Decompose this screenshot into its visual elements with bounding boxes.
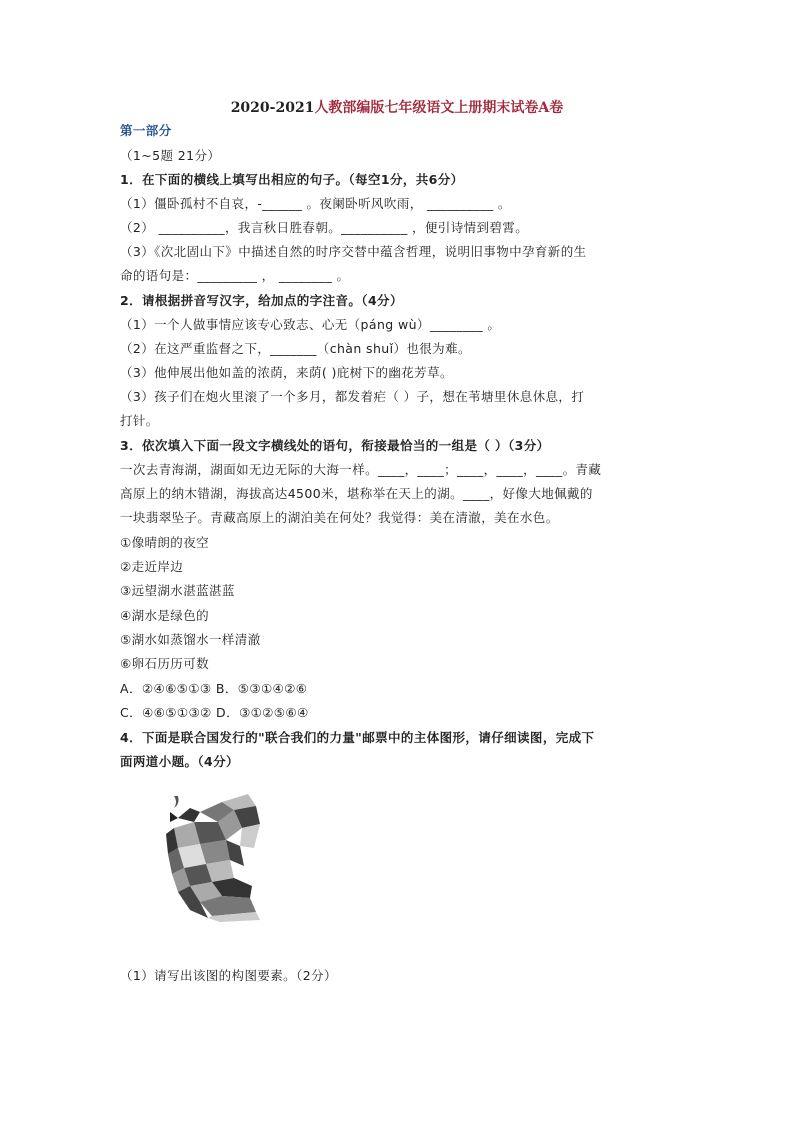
question-2-item-4-cont: 打针。 bbox=[120, 413, 159, 428]
question-3-passage-2: 高原上的纳木错湖，海拔高达4500米，堪称举在天上的湖。____，好像大地佩戴的 bbox=[120, 486, 593, 501]
answer-choices-cd: C．④⑥⑤①③② D．③①②⑤⑥④ bbox=[120, 705, 309, 720]
question-4-sub-1: （1）请写出该图的构图要素。（2分） bbox=[120, 968, 337, 983]
option-sentence-6: ⑥卵石历历可数 bbox=[120, 656, 210, 671]
option-sentence-5: ⑤湖水如蒸馏水一样清澈 bbox=[120, 632, 261, 647]
option-sentence-4: ④湖水是绿色的 bbox=[120, 608, 210, 623]
question-4-heading: 4．下面是联合国发行的"联合我们的力量"邮票中的主体图形，请仔细读图，完成下 bbox=[120, 730, 595, 745]
part-heading: 第一部分 bbox=[120, 123, 172, 138]
page-title bbox=[0, 97, 794, 117]
option-sentence-1: ①像晴朗的夜空 bbox=[120, 535, 210, 550]
option-sentence-2: ②走近岸边 bbox=[120, 559, 184, 574]
section-score-note: （1~5题 21分） bbox=[120, 148, 221, 163]
title-main: 人教部编版七年级语文上册期末试卷A卷 bbox=[314, 100, 564, 116]
question-2-item-2: （2）在这严重监督之下，_______（chàn shuǐ）也很为难。 bbox=[120, 341, 471, 356]
question-2-item-4: （3）孩子们在炮火里滚了一个多月，都发着疟（ ）子，想在苇塘里休息休息，打 bbox=[120, 389, 585, 404]
question-1-item-1: （1）僵卧孤村不自哀，-______ 。夜阑卧听风吹雨， __________ 。 bbox=[120, 196, 511, 211]
question-1-item-3: （3）《次北固山下》中描述自然的时序交替中蕴含哲理，说明旧事物中孕育新的生 bbox=[120, 244, 587, 259]
question-1-item-3-cont: 命的语句是：_________ ， ________ 。 bbox=[120, 268, 350, 283]
question-2-item-1: （1）一个人做事情应该专心致志、心无（páng wù）________ 。 bbox=[120, 317, 501, 332]
question-3-passage-1: 一次去青海湖，湖面如无边无际的大海一样。____，____；____，____，____。青藏 bbox=[120, 462, 602, 477]
question-1-heading: 1．在下面的横线上填写出相应的句子。（每空1分，共6分） bbox=[120, 172, 464, 187]
option-sentence-3: ③远望湖水湛蓝湛蓝 bbox=[120, 583, 235, 598]
question-2-item-3: （3）他伸展出他如盖的浓荫，来荫( )庇树下的幽花芳草。 bbox=[120, 365, 453, 380]
question-3-passage-3: 一块翡翠坠子。青藏高原上的湖泊美在何处？我觉得：美在清澈，美在水色。 bbox=[120, 510, 559, 525]
question-1-item-2: （2） __________，我言秋日胜春朝。__________ ，便引诗情到碧霄。 bbox=[120, 220, 529, 235]
answer-choices-ab: A．②④⑥⑤①③ B．⑤③①④②⑥ bbox=[120, 681, 308, 696]
question-4-heading-cont: 面两道小题。（4分） bbox=[120, 754, 239, 769]
stamp-dove-figure bbox=[160, 788, 268, 924]
title-year: 2020-2021 bbox=[230, 100, 315, 116]
question-2-heading: 2．请根据拼音写汉字，给加点的字注音。（4分） bbox=[120, 293, 403, 308]
question-3-heading: 3．依次填入下面一段文字横线处的语句，衔接最恰当的一组是（ ）（3分） bbox=[120, 438, 550, 453]
